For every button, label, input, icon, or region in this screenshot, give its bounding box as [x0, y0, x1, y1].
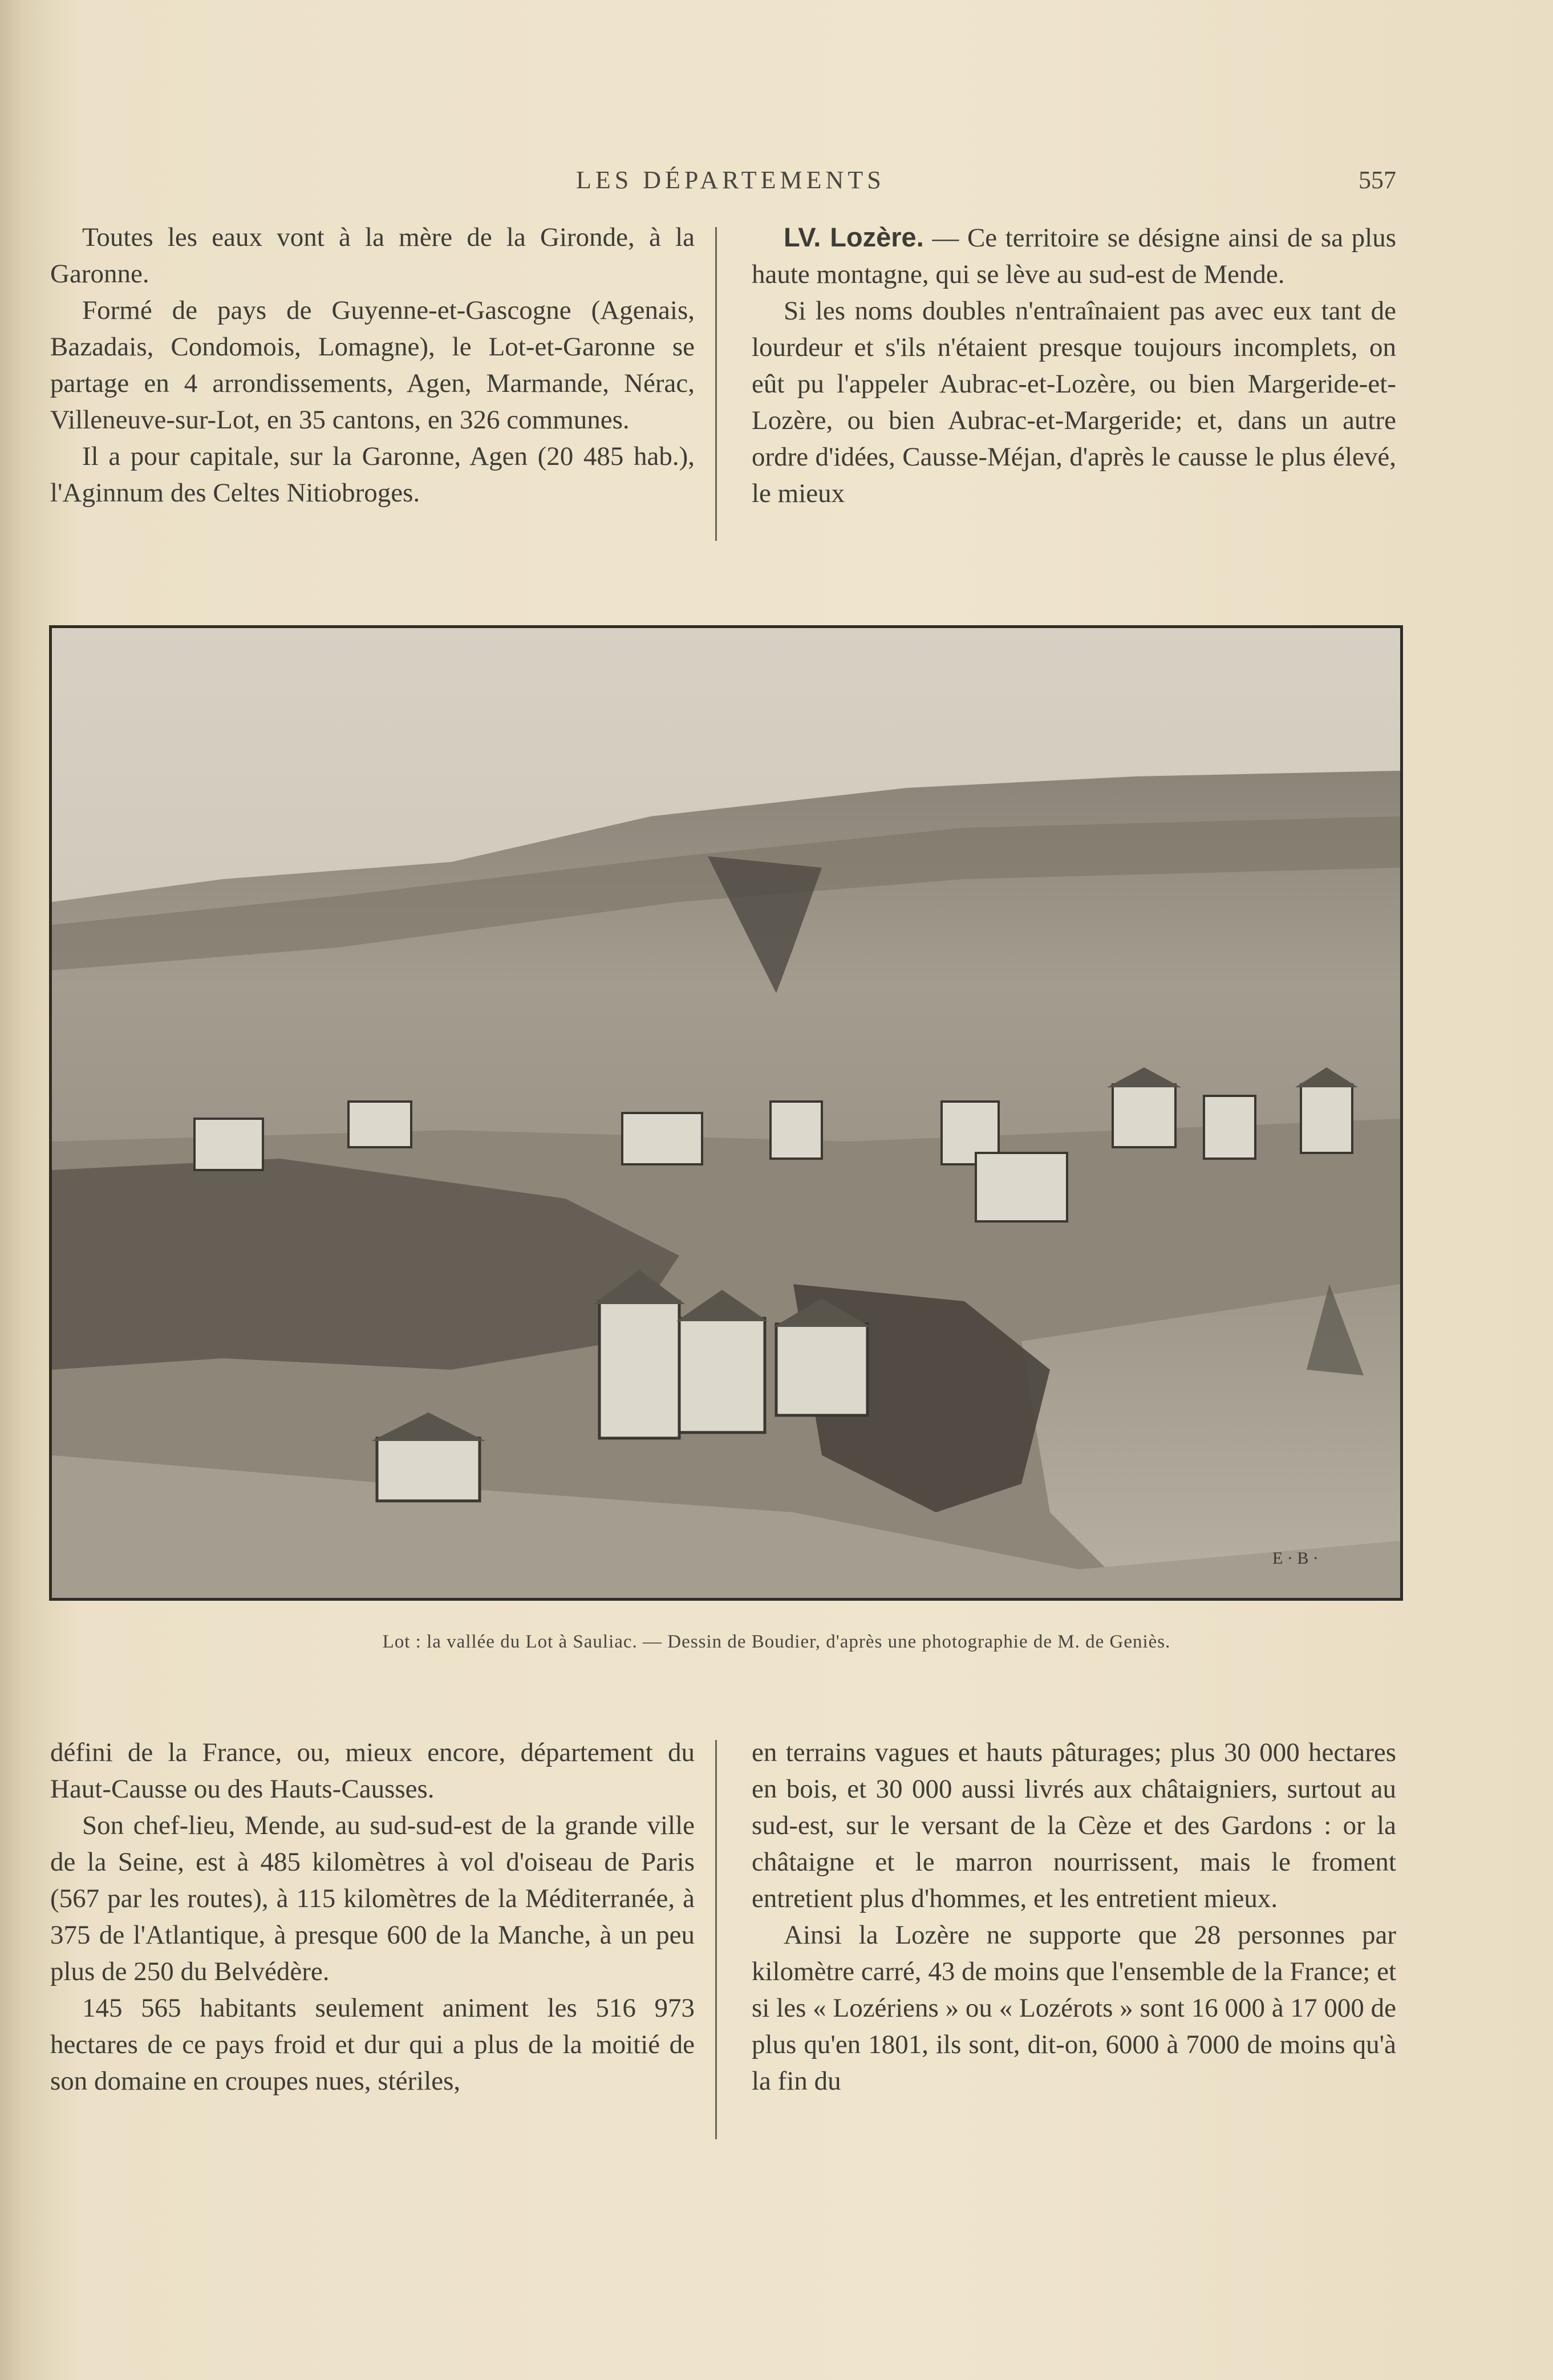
figure-caption: Lot : la vallée du Lot à Sauliac. — Dessin de Boudier, d'après une photographie de M. de Geniès. [382, 1632, 1171, 1652]
paragraph: 145 565 habitants seulement animent les 516 973 hectares de ce pays froid et dur qui a plus de la moitié de son domaine en croupes nues, stériles, [50, 1993, 695, 2096]
paragraph: Ainsi la Lozère ne supporte que 28 personnes par kilomètre carré, 43 de moins que l'ensemble de la France; et si les « Lozériens » ou « Lozérots » sont 16 000 à 17 000 de plus qu'en 1801, ils sont, dit-on, 6000 à 7000 de moins qu'à la fin du [752, 1920, 1396, 2096]
paragraph-text: — Ce territoire se désigne ainsi de sa plus haute montagne, qui se lève au sud-est de Mende. [752, 223, 1397, 289]
paragraph: Toutes les eaux vont à la mère de la Gironde, à la Garonne. [50, 222, 695, 289]
paragraph: défini de la France, ou, mieux encore, département du Haut-Causse ou des Hauts-Causses. [50, 1738, 695, 1804]
section-heading-lozere: LV. Lozère. [784, 222, 924, 252]
column-divider [715, 227, 717, 541]
paragraph [752, 219, 1396, 293]
page-number: 557 [1359, 166, 1396, 194]
running-header [0, 165, 1553, 205]
top-left-column [50, 219, 695, 511]
paragraph: Si les noms doubles n'entraînaient pas avec eux tant de lourdeur et s'ils n'étaient presque toujours incomplets, on eût pu l'appeler Aubrac-et-Lozère, ou bien Margeride-et-Lozère, ou bien Aubrac-et-Margeride; et, dans un autre ordre d'idées, Causse-Méjan, d'après le causse le plus élevé, le mieux [752, 296, 1396, 508]
paragraph: en terrains vagues et hauts pâturages; plus 30 000 hectares en bois, et 30 000 aussi livrés aux châtaigniers, surtout au sud-est, sur le versant de la Cèze et des Gardons : or la châtaigne et le marron nourrissent, mais le froment entretient plus d'hommes, et les entretient mieux. [752, 1738, 1396, 1913]
header-title: LES DÉPARTEMENTS [576, 166, 885, 194]
column-divider [715, 1740, 717, 2139]
paragraph: Il a pour capitale, sur la Garonne, Agen (20 485 hab.), l'Aginnum des Celtes Nitiobroges. [50, 442, 695, 508]
bottom-left-column [50, 1734, 695, 2099]
svg-text:E · B ·: E · B · [1272, 1549, 1319, 1568]
top-right-column [752, 219, 1396, 512]
engraving-illustration [52, 628, 1400, 1598]
paragraph: Son chef-lieu, Mende, au sud-sud-est de la grande ville de la Seine, est à 485 kilomètres à vol d'oiseau de Paris (567 par les routes), à 115 kilomètres de la Méditerranée, à 375 de l'Atlantique, à presque 600 de la Manche, à un peu plus de 250 du Belvédère. [50, 1811, 695, 1986]
paragraph: Formé de pays de Guyenne-et-Gascogne (Agenais, Bazadais, Condomois, Lomagne), le Lot-et-Garonne se partage en 4 arrondissements, Agen, Marmande, Nérac, Villeneuve-sur-Lot, en 35 cantons, en 326 communes. [50, 296, 695, 435]
illustration-lot-valley [49, 625, 1403, 1601]
bottom-right-column [752, 1734, 1396, 2099]
